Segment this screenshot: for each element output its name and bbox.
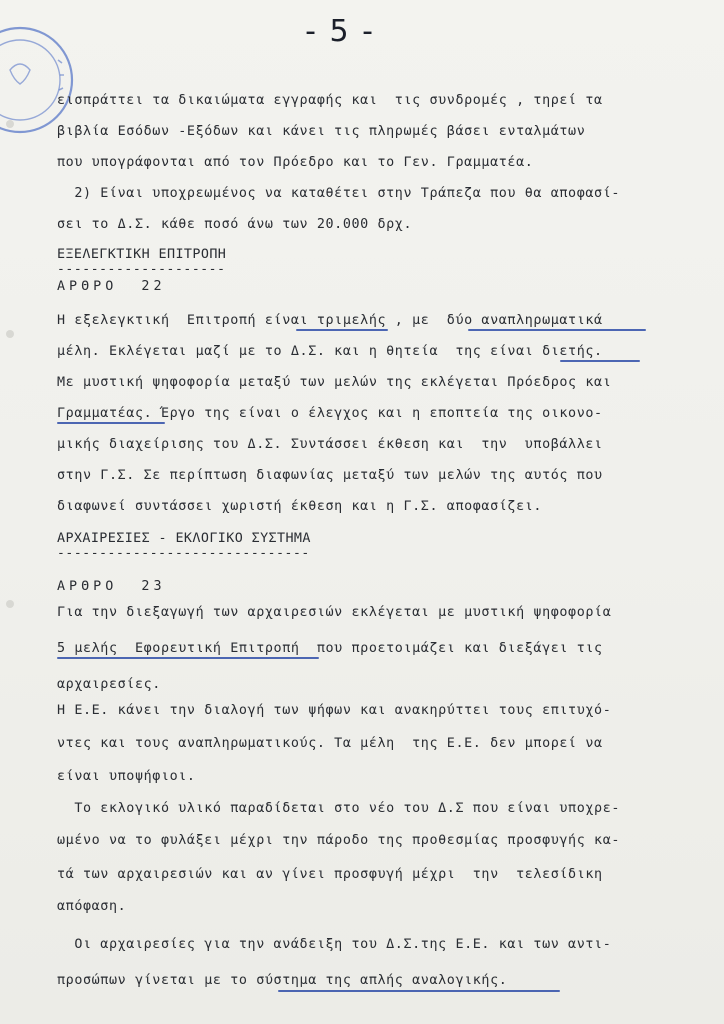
text-line: μικής διαχείρισης του Δ.Σ. Συντάσσει έκθεση και την υποβάλλει (57, 437, 603, 452)
text-line: Γραμματέας. Έργο της είναι ο έλεγχος και η εποπτεία της οικονο- (57, 406, 603, 421)
heading-underline: -------------------- (57, 262, 226, 277)
text-line: ντες και τους αναπληρωματικούς. Τα μέλη της Ε.Ε. δεν μπορεί να (57, 736, 603, 751)
text-line: εισπράττει τα δικαιώματα εγγραφής και τις συνδρομές , τηρεί τα (57, 93, 603, 108)
text-line: βιβλία Εσόδων -Εξόδων και κάνει τις πληρωμές βάσει ενταλμάτων (57, 124, 586, 139)
pen-underline (57, 422, 165, 424)
text-line: Η εξελεγκτική Επιτροπή είναι τριμελής , με δύο αναπληρωματικά (57, 313, 603, 328)
text-line: τά των αρχαιρεσιών και αν γίνει προσφυγή μέχρι την τελεσίδικη (57, 867, 603, 882)
official-seal-icon (0, 20, 100, 140)
text-line: είναι υποψήφιοι. (57, 769, 196, 784)
pen-underline (278, 990, 560, 992)
article-heading: ΑΡΘΡΟ 22 (57, 279, 166, 294)
text-line: Το εκλογικό υλικό παραδίδεται στο νέο του Δ.Σ που είναι υποχρε- (57, 801, 621, 816)
punch-hole (6, 600, 14, 608)
text-line: Η Ε.Ε. κάνει την διαλογή των ψήφων και ανακηρύττει τους επιτυχό- (57, 703, 612, 718)
text-line: 5 μελής Εφορευτική Επιτροπή που προετοιμάζει και διεξάγει τις (57, 641, 603, 656)
punch-hole (6, 330, 14, 338)
text-line: σει το Δ.Σ. κάθε ποσό άνω των 20.000 δρχ. (57, 217, 413, 232)
pen-underline (296, 329, 388, 331)
page-number: - 5 - (305, 14, 375, 49)
section-heading: ΕΞΕΛΕΓΚΤΙΚΗ ΕΠΙΤΡΟΠΗ (57, 247, 227, 262)
article-heading: ΑΡΘΡΟ 23 (57, 579, 166, 594)
pen-underline (560, 360, 640, 362)
text-line: Οι αρχαιρεσίες για την ανάδειξη του Δ.Σ.της Ε.Ε. και των αντι- (57, 937, 612, 952)
text-line: στην Γ.Σ. Σε περίπτωση διαφωνίας μεταξύ των μελών της αυτός που (57, 468, 603, 483)
text-line: ωμένο να το φυλάξει μέχρι την πάροδο της προθεσμίας προσφυγής κα- (57, 833, 621, 848)
heading-underline: ------------------------------ (57, 546, 310, 561)
text-line: Με μυστική ψηφοφορία μεταξύ των μελών της εκλέγεται Πρόεδρος και (57, 375, 612, 390)
text-line: που υπογράφονται από τον Πρόεδρο και το Γεν. Γραμματέα. (57, 155, 534, 170)
text-line: Για την διεξαγωγή των αρχαιρεσιών εκλέγεται με μυστική ψηφοφορία (57, 605, 612, 620)
text-line: προσώπων γίνεται με το σύστημα της απλής αναλογικής. (57, 973, 508, 988)
text-line: αρχαιρεσίες. (57, 677, 161, 692)
section-heading: ΑΡΧΑΙΡΕΣΙΕΣ - ΕΚΛΟΓΙΚΟ ΣΥΣΤΗΜΑ (57, 531, 311, 546)
pen-underline (57, 657, 319, 659)
text-line: διαφωνεί συντάσσει χωριστή έκθεση και η Γ.Σ. αποφασίζει. (57, 499, 543, 514)
pen-underline (468, 329, 646, 331)
text-line: απόφαση. (57, 899, 127, 914)
text-line: 2) Είναι υποχρεωμένος να καταθέτει στην Τράπεζα που θα αποφασί- (57, 186, 621, 201)
text-line: μέλη. Εκλέγεται μαζί με το Δ.Σ. και η θητεία της είναι διετής. (57, 344, 603, 359)
